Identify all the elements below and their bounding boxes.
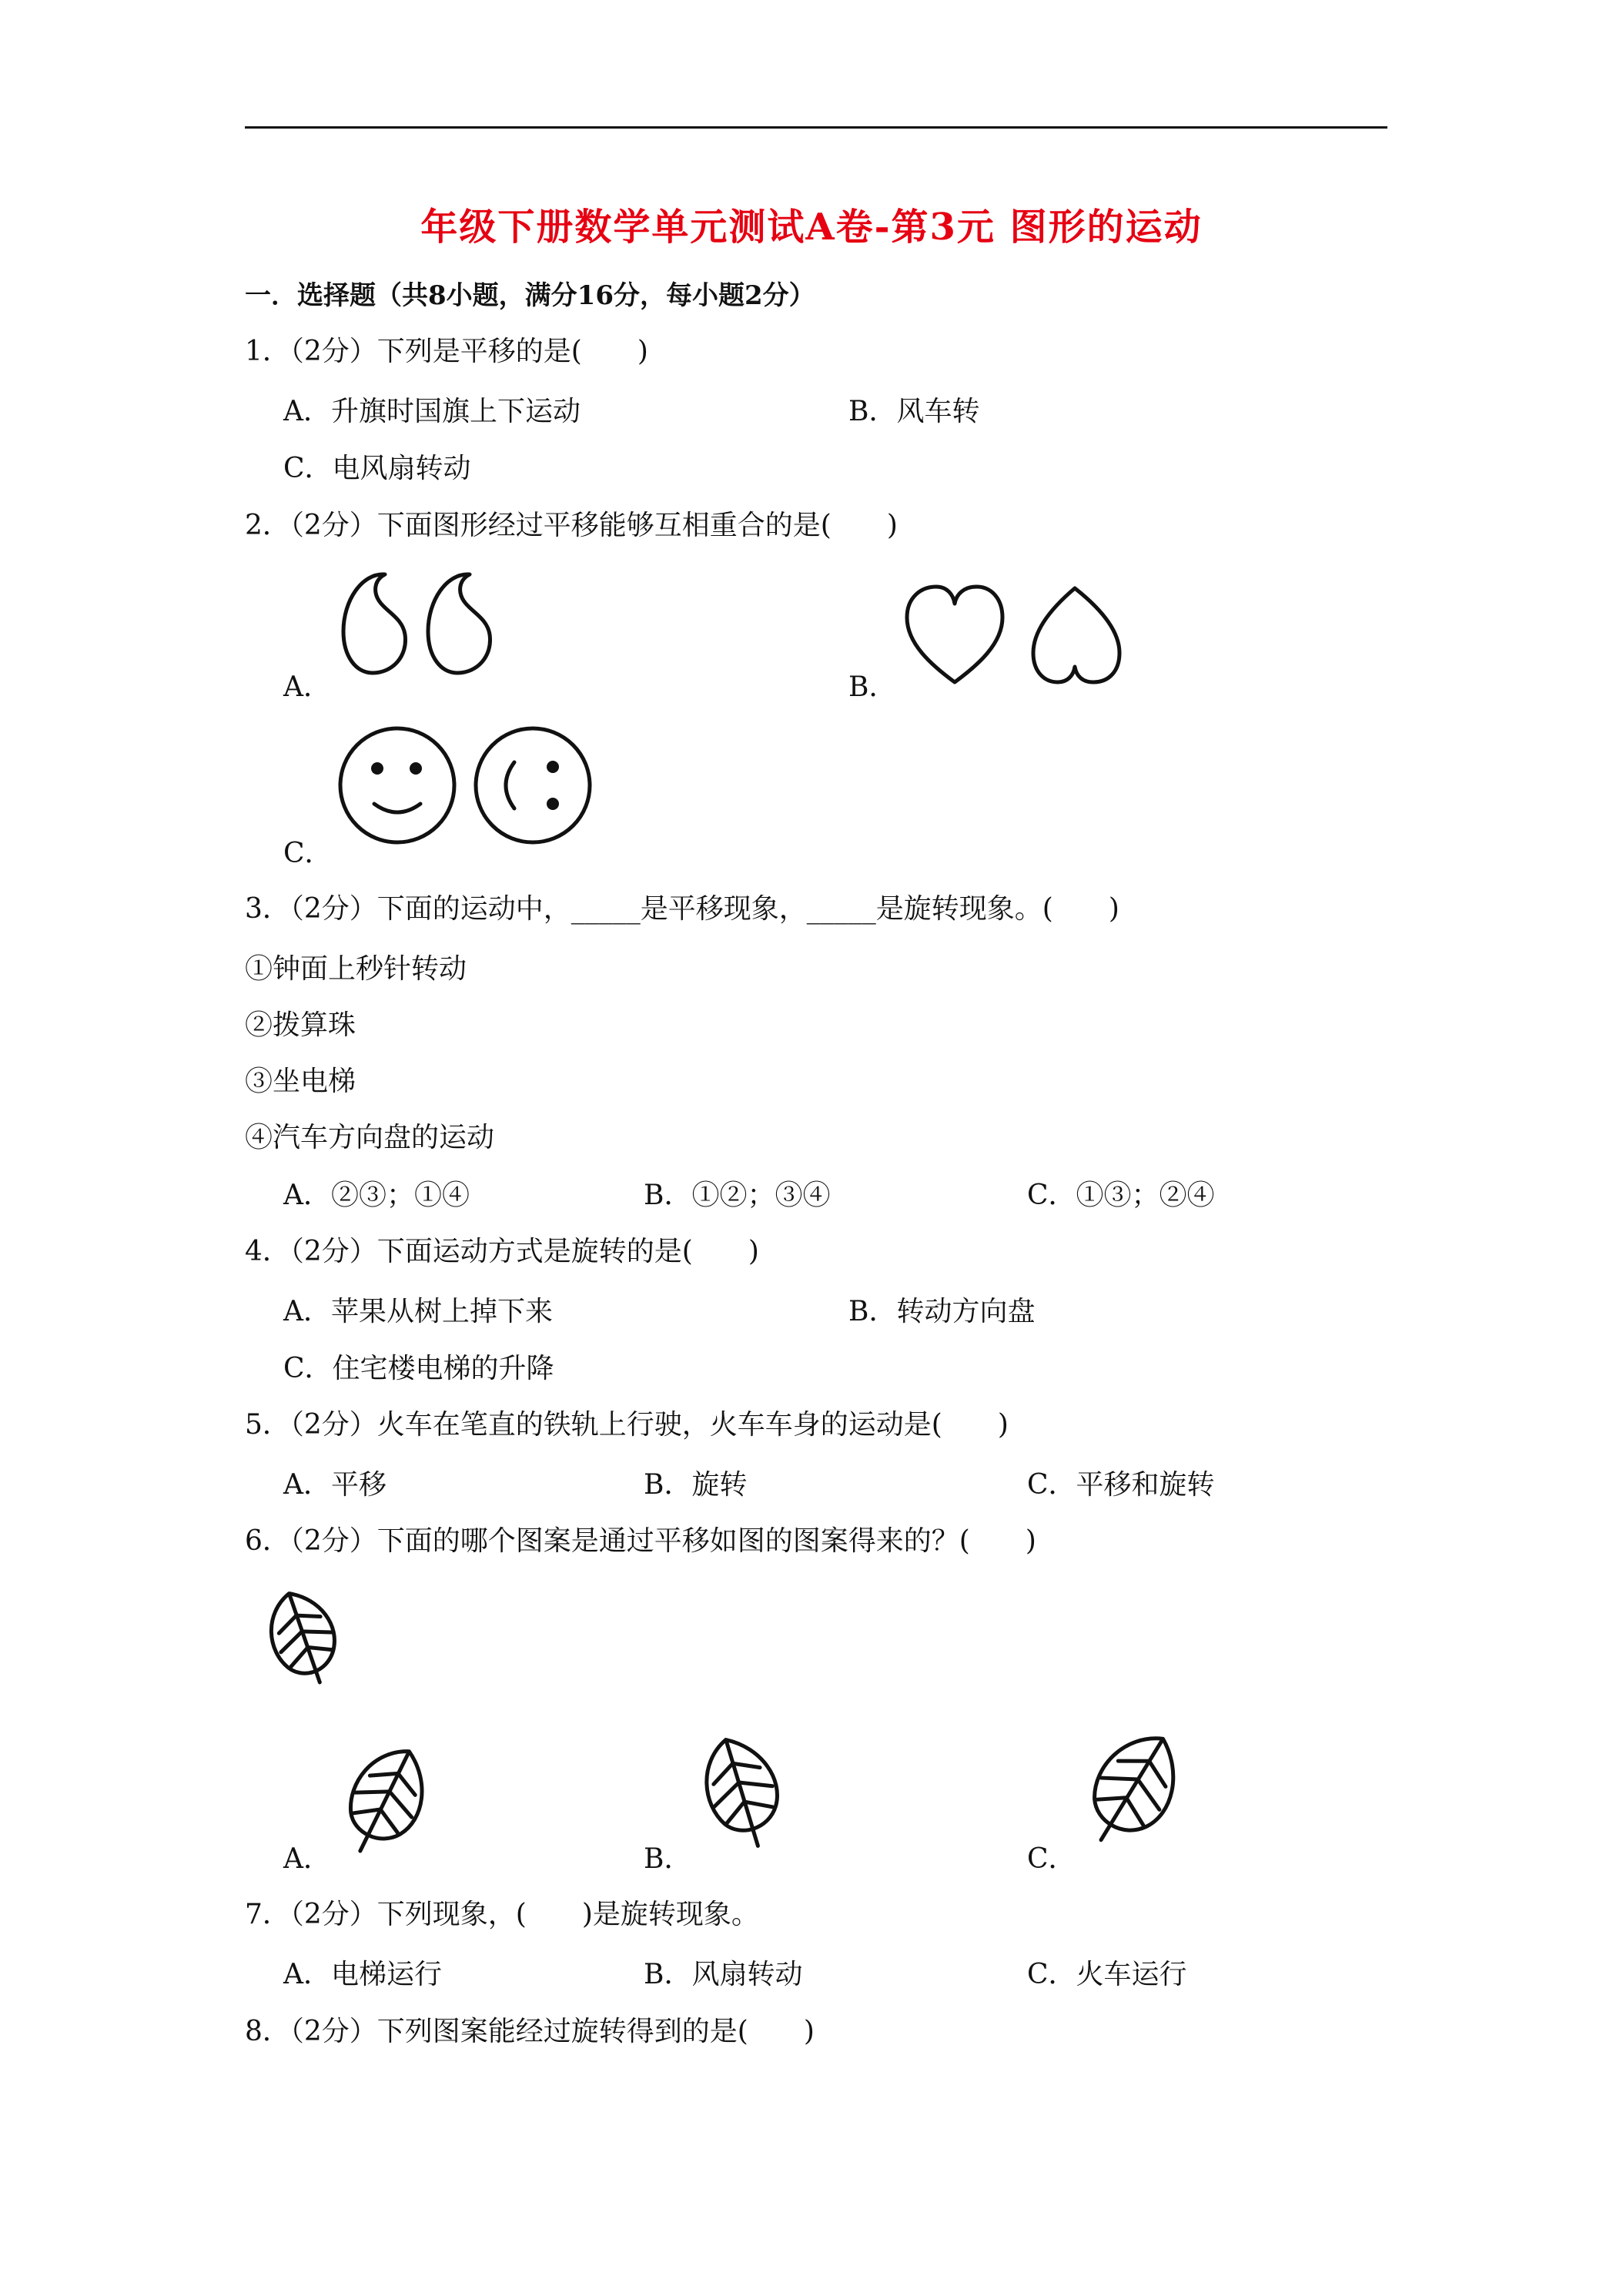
question-7-stem: 7．（2分）下列现象，( )是旋转现象。 [245, 1899, 759, 1930]
section-heading: 一．选择题（共8小题，满分16分，每小题2分） [245, 280, 815, 311]
smiley-faces-figure [336, 724, 597, 847]
question-1-option-a[interactable]: A．升旗时国旗上下运动 [283, 396, 581, 427]
question-3-option-c[interactable]: C．①③；②④ [1027, 1180, 1215, 1211]
question-5-option-c[interactable]: C．平移和旋转 [1027, 1469, 1215, 1501]
question-3-option-b[interactable]: B．①②；③④ [644, 1180, 831, 1211]
smiley-eye-left [371, 762, 383, 775]
question-1-option-b[interactable]: B．风车转 [848, 396, 980, 427]
rotated-eye-bottom [547, 798, 559, 810]
question-6-stem: 6．（2分）下面的哪个图案是通过平移如图的图案得来的？( ) [245, 1525, 1036, 1557]
smiley-eye-right [410, 762, 422, 775]
question-4-option-b[interactable]: B．转动方向盘 [848, 1296, 1036, 1327]
question-2-option-c[interactable]: C． [283, 838, 333, 869]
rotated-mouth [506, 762, 514, 808]
question-4-option-c[interactable]: C．住宅楼电梯的升降 [283, 1353, 554, 1384]
question-7-option-c[interactable]: C．火车运行 [1027, 1959, 1187, 1990]
header-rule [245, 126, 1387, 129]
leaf-icon [336, 1740, 436, 1863]
leaf-icon [259, 1583, 351, 1691]
question-1-option-c[interactable]: C．电风扇转动 [283, 453, 471, 484]
question-2-option-b[interactable]: B． [848, 671, 897, 703]
question-5-option-b[interactable]: B．旋转 [644, 1469, 748, 1501]
smiley-mouth [374, 804, 420, 812]
raindrop-shape-right [428, 574, 490, 673]
leaf-icon [1079, 1725, 1187, 1856]
page-title: 年级下册数学单元测试A卷-第3元 图形的运动 [420, 206, 1203, 249]
question-3-item-4: ④汽车方向盘的运动 [245, 1122, 495, 1153]
question-4-option-a[interactable]: A．苹果从树上掉下来 [283, 1296, 553, 1327]
question-2-option-a[interactable]: A． [283, 671, 331, 703]
question-7-option-a[interactable]: A．电梯运行 [283, 1959, 442, 1990]
question-3-item-2: ②拨算珠 [245, 1009, 356, 1041]
question-1-stem: 1．（2分）下列是平移的是( ) [245, 336, 648, 367]
smiley-face-rotated [476, 728, 590, 842]
question-8-stem: 8．（2分）下列图案能经过旋转得到的是( ) [245, 2016, 815, 2047]
question-5-stem: 5．（2分）火车在笔直的铁轨上行驶，火车车身的运动是( ) [245, 1409, 1009, 1441]
heart-shape-inverted [1033, 588, 1119, 682]
question-7-option-b[interactable]: B．风扇转动 [644, 1959, 803, 1990]
smiley-face-upright [340, 728, 454, 842]
question-6-option-c[interactable]: C． [1027, 1843, 1076, 1875]
raindrop-shapes-figure [339, 570, 500, 678]
raindrop-shape-left [343, 574, 406, 673]
question-2-stem: 2．（2分）下面图形经过平移能够互相重合的是( ) [245, 510, 898, 541]
question-6-option-b[interactable]: B． [644, 1843, 692, 1875]
question-6-option-a[interactable]: A． [283, 1843, 331, 1875]
heart-shape-upright [907, 587, 1002, 682]
heart-shapes-figure [901, 582, 1132, 690]
rotated-eye-top [547, 761, 559, 773]
question-3-stem: 3．（2分）下面的运动中，_____是平移现象，_____是旋转现象。( ) [245, 893, 1119, 925]
question-5-option-a[interactable]: A．平移 [283, 1469, 387, 1501]
question-3-item-3: ③坐电梯 [245, 1066, 356, 1097]
leaf-icon [693, 1731, 793, 1854]
question-4-stem: 4．（2分）下面运动方式是旋转的是( ) [245, 1236, 759, 1267]
question-3-item-1: ①钟面上秒针转动 [245, 953, 467, 985]
question-3-option-a[interactable]: A．②③；①④ [283, 1180, 470, 1211]
